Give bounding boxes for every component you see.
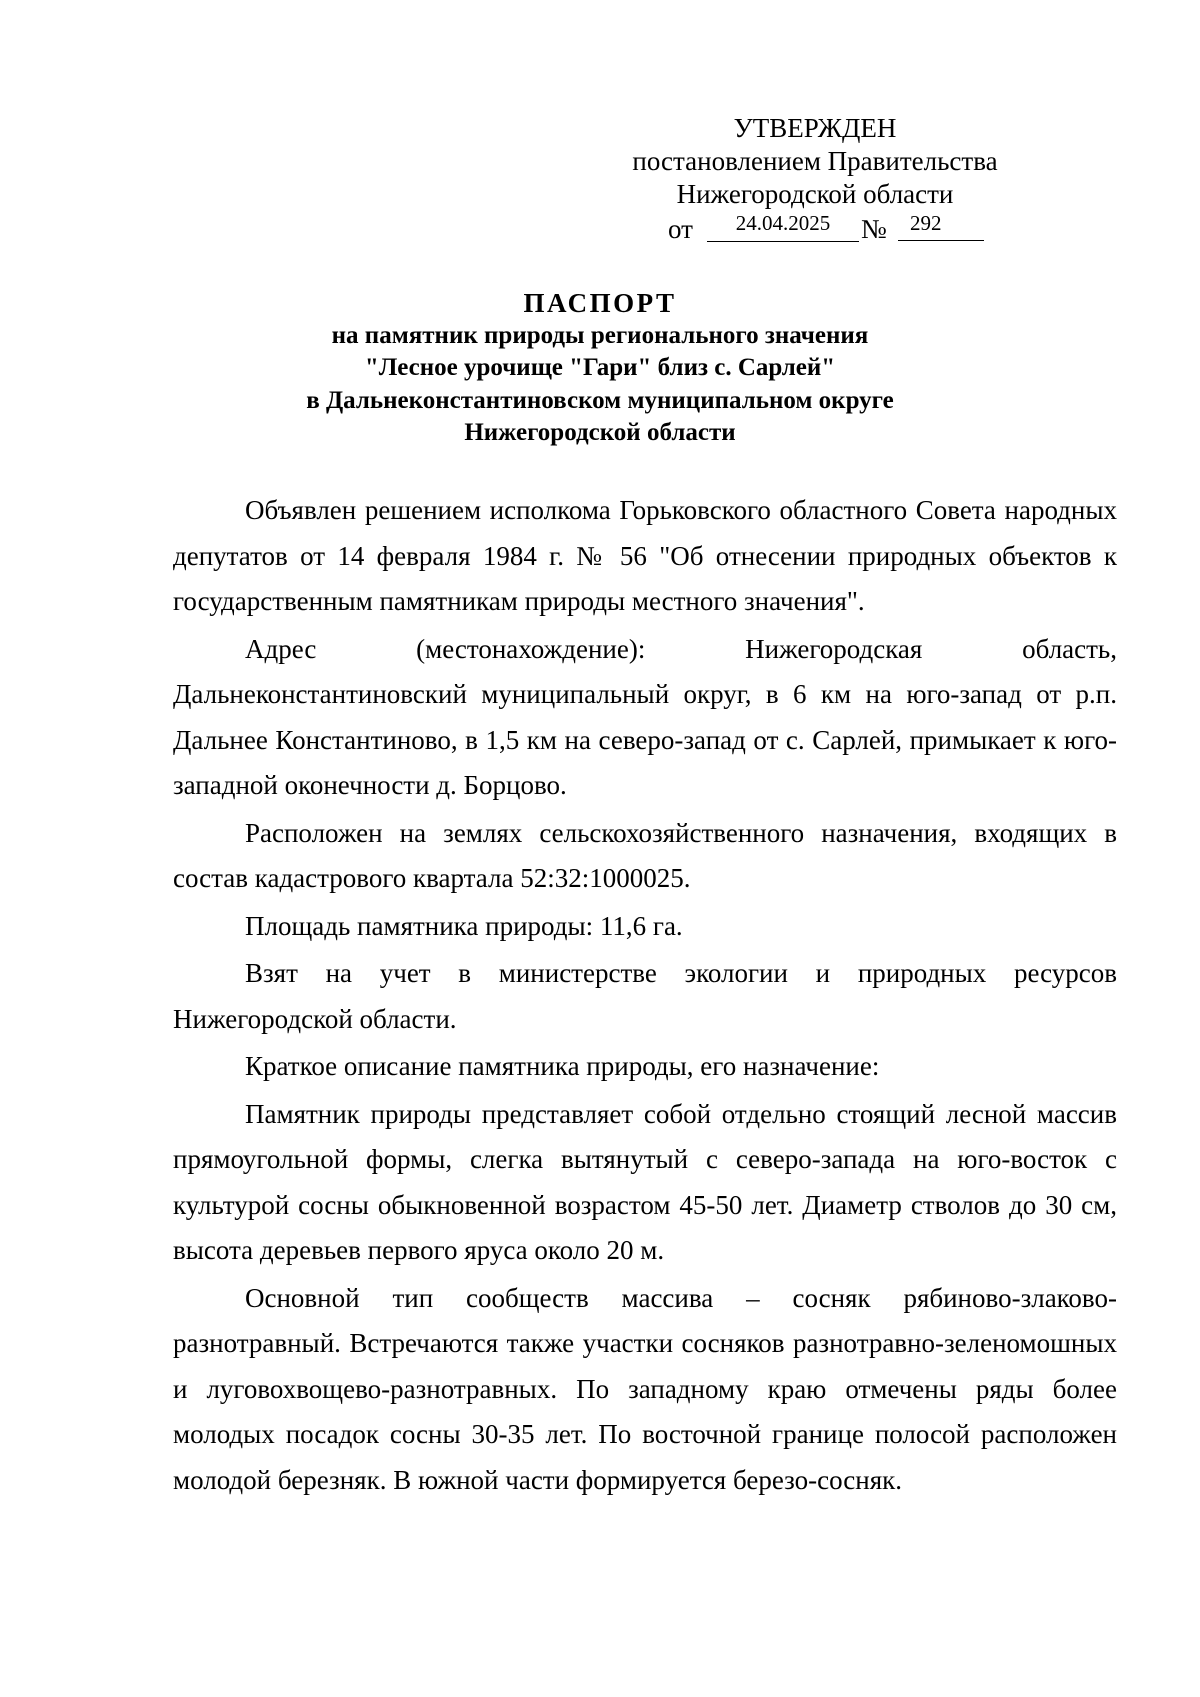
title-line-1: на памятник природы регионального значения [331,321,869,349]
title-line-4: Нижегородской области [464,419,736,446]
date-prefix: от [668,214,693,244]
paragraph-address: Адрес (местонахождение): Нижегородская область, Дальнеконстантиновский муниципальный округ, в 6 км на юго-запад от р.п. Дальнее Константиново, в 1,5 км на северо-запад от с. Сарлей, примыкает к юго-западной оконечности д. Борцово. [173,633,1117,800]
paragraph-description-heading: Краткое описание памятника природы, его назначение: [245,1051,880,1081]
approval-number: 292 [898,211,984,241]
approval-date: 24.04.2025 [707,211,859,242]
title-line-3: в Дальнеконстантиновском муниципальном округе [306,386,894,414]
document-body [173,488,1117,1505]
paragraph-land: Расположен на землях сельскохозяйственного назначения, входящих в состав кадастрового квартала 52:32:1000025. [173,817,1117,893]
paragraph-declaration: Объявлен решением исполкома Горьковского областного Совета народных депутатов от 14 февраля 1984 г. № 56 "Об отнесении природных объектов к государственным памятникам природы местного значения". [173,495,1117,616]
document-title: ПАСПОРТ [523,288,677,318]
approval-line-1: постановлением Правительства [632,146,998,176]
approval-line-2: Нижегородской области [676,179,954,209]
approval-date-line [600,211,1030,245]
document-title-block [150,287,1050,450]
paragraph-description: Памятник природы представляет собой отдельно стоящий лесной массив прямоугольной формы, слегка вытянутый с северо-запада на юго-восток с культурой сосны обыкновенной возрастом 45-50 лет. Диаметр стволов до 30 см, высота деревьев первого яруса около 20 м. [173,1098,1117,1265]
number-sign: № [861,214,887,244]
approval-heading: УТВЕРЖДЕН [733,113,897,143]
title-line-2: "Лесное урочище "Гари" близ с. Сарлей" [364,354,836,381]
approval-block [600,112,1030,245]
paragraph-community: Основной тип сообществ массива – сосняк рябиново-злаково-разнотравный. Встречаются также участки сосняков разнотравно-зеленомошных и луговохвощево-разнотравных. По западному краю отмечены ряды более молодых посадок сосны 30-35 лет. По восточной границе полосой расположен молодой березняк. В южной части формируется березо-сосняк. [173,1282,1117,1495]
paragraph-area: Площадь памятника природы: 11,6 га. [245,910,683,941]
paragraph-registration: Взят на учет в министерстве экологии и природных ресурсов Нижегородской области. [173,958,1117,1034]
